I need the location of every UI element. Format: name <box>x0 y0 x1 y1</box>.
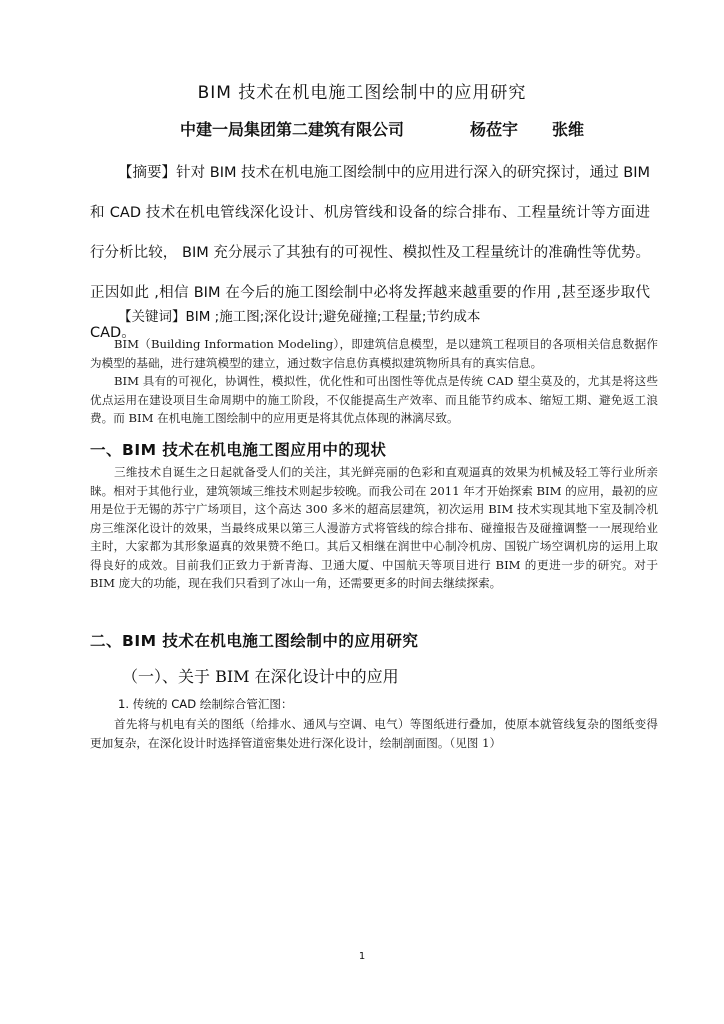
section-1-body <box>90 463 658 593</box>
keywords: 【关键词】BIM ;施工图;深化设计;避免碰撞;工程量;节约成本 <box>118 309 481 325</box>
section-2-heading: 二、BIM 技术在机电施工图绘制中的应用研究 <box>90 632 419 650</box>
subsection-1-heading: （一）、关于 BIM 在深化设计中的应用 <box>122 667 399 686</box>
abstract-text: 【摘要】针对 BIM 技术在机电施工图绘制中的应用进行深入的研究探讨，通过 BIM 和 CAD 技术在机电管线深化设计、机房管线和设备的综合排布、工程量统计等方面进行分析比较， BIM 充分展示了其独有的可视性、模拟性及工程量统计的准确性等优势。正因如此 ,相信 BIM 在今后的施工图绘制中必将发挥越来越重要的作用 ,甚至逐步取代 CAD。 <box>90 165 650 341</box>
section-2-body <box>90 715 658 752</box>
author-name-1: 杨莅宇 <box>470 120 519 139</box>
paper-title: BIM 技术在机电施工图绘制中的应用研究 <box>197 83 527 103</box>
section-1-heading: 一、BIM 技术在机电施工图应用中的现状 <box>90 441 387 459</box>
section-2-paragraph: 首先将与机电有关的图纸（给排水、通风与空调、电气）等图纸进行叠加，使原本就管线复杂的图纸变得更加复杂，在深化设计时选择管道密集处进行深化设计，绘制剖面图。（见图 1） <box>90 717 658 750</box>
author-organization: 中建一局集团第二建筑有限公司 <box>180 120 405 139</box>
section-1-paragraph: 三维技术自诞生之日起就备受人们的关注，其光鲜亮丽的色彩和直观逼真的效果为机械及轻工等行业所亲睐。相对于其他行业，建筑领域三维技术则起步较晚。而我公司在 2011 年才开始探索 BIM 的应用，最初的应用是位于无锡的苏宁广场项目，这个高达 300 多米的超高层建筑，初次运用 BIM 技术实现其地下室及制冷机房三维深化设计的效果，当最终成果以第三人漫游方式将管线的综合排布、碰撞报告及碰撞调整一一展现给业主时，大家都为其形象逼真的效果赞不绝口。其后又相继在润世中心制冷机房、国锐广场空调机房的运用上取得良好的成效。目前我们正致力于新青海、卫通大厦、中国航天等项目进行 BIM 的更进一步的研究。对于 BIM 庞大的功能，现在我们只看到了冰山一角，还需要更多的时间去继续探索。 <box>90 465 658 590</box>
author-line <box>180 117 680 140</box>
intro-paragraph-1: BIM（Building Information Modeling），即建筑信息模型，是以建筑工程项目的各项相关信息数据作为模型的基础，进行建筑模型的建立，通过数字信息仿真模拟建筑物所具有的真实信息。 <box>90 337 658 370</box>
intro-section <box>90 335 658 428</box>
author-name-2: 张维 <box>552 120 585 139</box>
intro-paragraph-2: BIM 具有的可视化，协调性，模拟性，优化性和可出图性等优点是传统 CAD 望尘莫及的，尤其是将这些优点运用在建设项目生命周期中的施工阶段，不仅能提高生产效率、而且能节约成本、缩短工期、避免返工浪费。而 BIM 在机电施工图绘制中的应用更是将其优点体现的淋漓尽致。 <box>90 374 658 425</box>
item-1-heading: 1. 传统的 CAD 绘制综合管汇图： <box>118 697 293 711</box>
page-number: 1 <box>358 951 366 962</box>
